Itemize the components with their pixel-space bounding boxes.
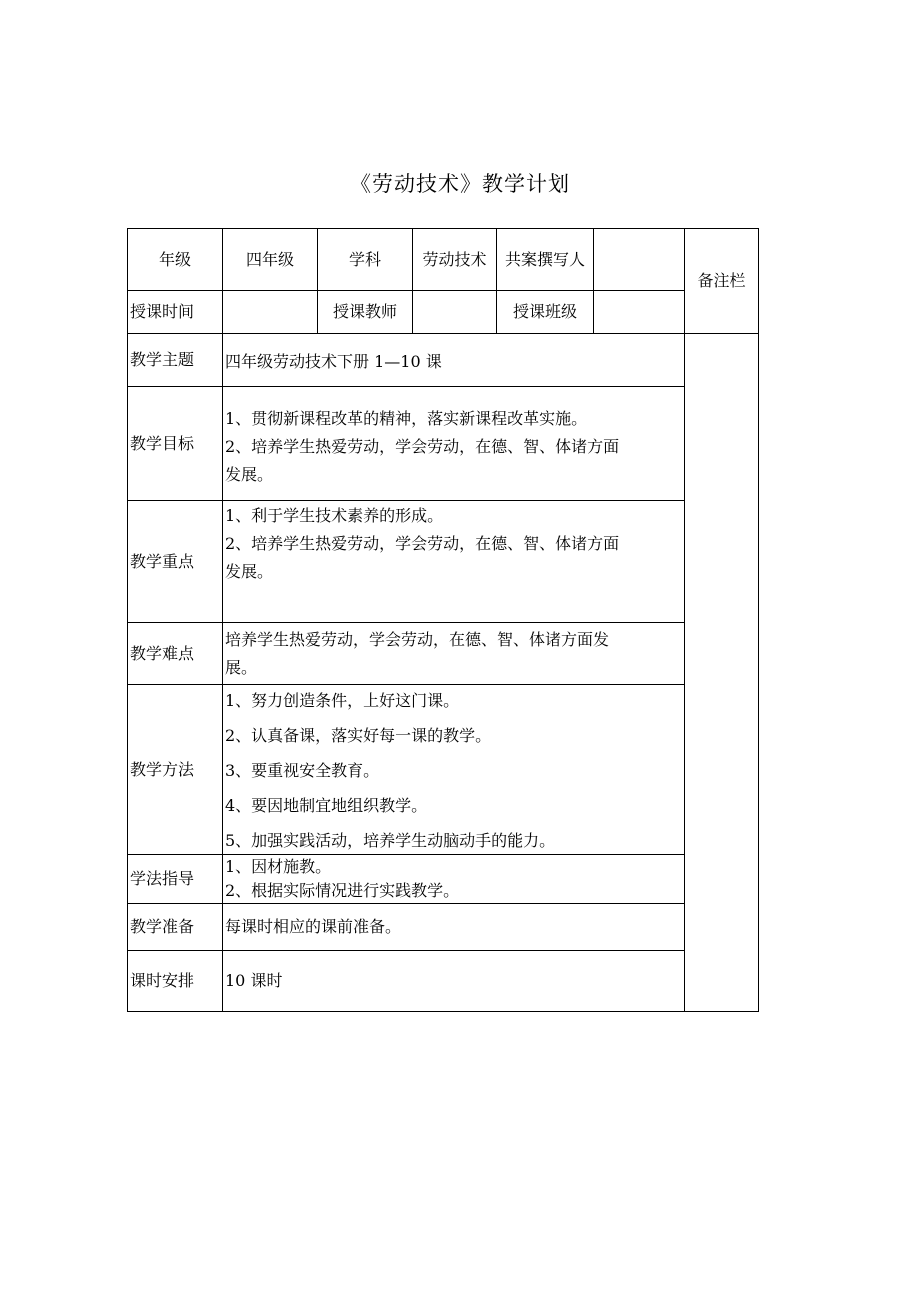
difficulties-line: 展。: [225, 658, 258, 677]
goals-line: 2、培养学生热爱劳动，学会劳动，在德、智、体诸方面: [225, 437, 620, 456]
theme-line: 四年级劳动技术下册 1—10 课: [225, 352, 442, 371]
time-value: [223, 291, 317, 333]
methods-line: 3、要重视安全教育。: [225, 761, 380, 780]
page-title: 《劳动技术》教学计划: [350, 172, 570, 196]
goals-label: 教学目标: [130, 433, 195, 453]
teacher-value: [413, 291, 496, 333]
subject-label: 学科: [348, 249, 381, 269]
subject-value: 劳动技术: [422, 249, 487, 269]
goals-line: 发展。: [225, 465, 274, 484]
schedule-content: [223, 951, 684, 1011]
methods-content: [223, 683, 684, 858]
key-points-label: 教学重点: [130, 551, 195, 571]
key-points-content: [223, 502, 684, 586]
study-guidance-label: 学法指导: [130, 869, 195, 888]
preparation-label: 教学准备: [130, 917, 195, 936]
methods-label: 教学方法: [130, 759, 195, 779]
author-label: 共案撰写人: [504, 249, 585, 269]
class-label: 授课班级: [512, 302, 577, 321]
time-label: 授课时间: [130, 302, 195, 321]
theme-content: [223, 348, 684, 376]
study-guidance-line: 1、因材施教。: [225, 857, 332, 876]
study-guidance-line: 2、根据实际情况进行实践教学。: [225, 881, 460, 900]
schedule-line: 10 课时: [225, 971, 283, 990]
key-points-line: 发展。: [225, 562, 274, 581]
remarks-label: 备注栏: [697, 271, 746, 290]
teacher-label: 授课教师: [332, 302, 397, 321]
class-value: [594, 291, 684, 333]
key-points-line: 1、利于学生技术素养的形成。: [225, 506, 444, 525]
study-guidance-content: [223, 855, 684, 903]
schedule-label: 课时安排: [130, 971, 195, 990]
methods-line: 2、认真备课，落实好每一课的教学。: [225, 726, 492, 745]
preparation-content: [223, 904, 684, 950]
methods-line: 1、努力创造条件，上好这门课。: [225, 691, 460, 710]
theme-label: 教学主题: [130, 350, 195, 369]
author-value: [594, 229, 684, 290]
goals-content: [223, 405, 684, 489]
difficulties-label: 教学难点: [130, 643, 195, 663]
grade-label: 年级: [158, 249, 191, 269]
grade-value: 四年级: [245, 249, 294, 269]
preparation-line: 每课时相应的课前准备。: [225, 917, 402, 936]
difficulties-line: 培养学生热爱劳动，学会劳动，在德、智、体诸方面发: [225, 630, 610, 649]
difficulties-content: [223, 626, 684, 682]
methods-line: 5、加强实践活动，培养学生动脑动手的能力。: [225, 831, 556, 850]
goals-line: 1、贯彻新课程改革的精神，落实新课程改革实施。: [225, 409, 588, 428]
methods-line: 4、要因地制宜地组织教学。: [225, 796, 428, 815]
key-points-line: 2、培养学生热爱劳动，学会劳动，在德、智、体诸方面: [225, 534, 620, 553]
